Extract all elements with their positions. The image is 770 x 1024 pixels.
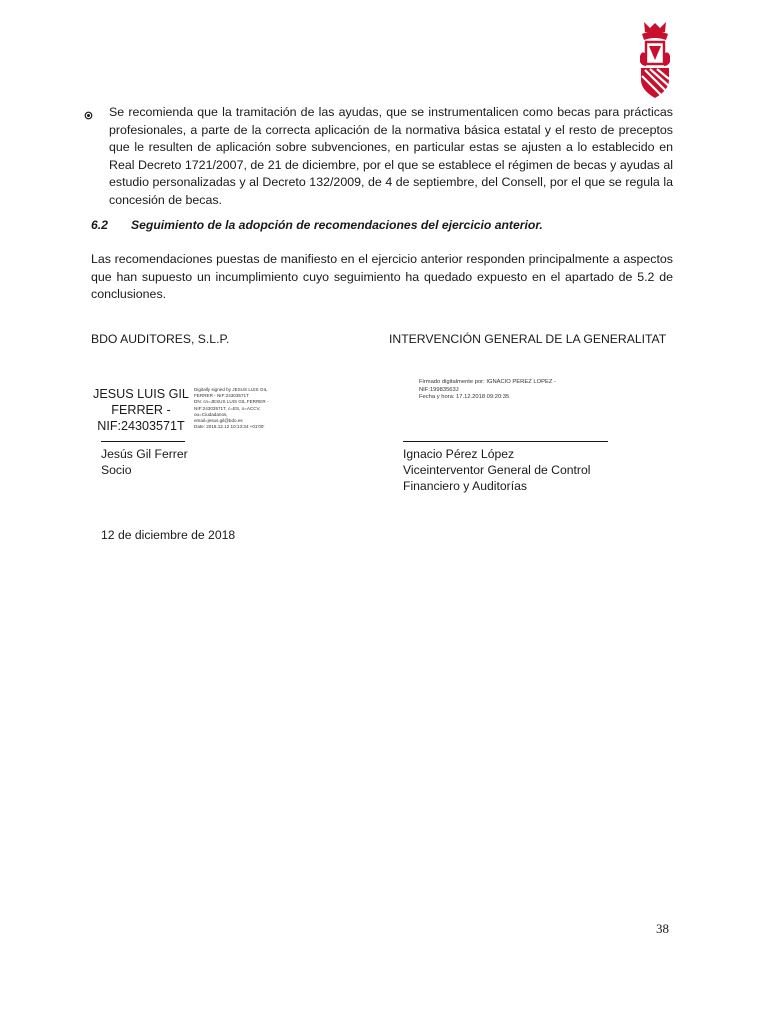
- left-signature-line: [101, 441, 185, 442]
- digital-detail-line: NIF:24303571T, c=ES, o=ACCV,: [194, 405, 261, 411]
- digital-detail-line: Date: 2018.12.12 10:13:34 +01'00': [194, 424, 265, 430]
- digital-signature-name: [91, 387, 191, 434]
- section-paragraph: Las recomendaciones puestas de manifiesto en el ejercicio anterior responden principalmente a aspectos que han supuesto un incumplimiento cuyo seguimiento ha quedado expuesto en el apartado de 5.2 de conclusiones.: [91, 252, 673, 302]
- stamp-line: Firmado digitalmente por: IGNACIO PEREZ LOPEZ -: [419, 379, 556, 385]
- digital-detail-line: Digitally signed by JESUS LUIS GIL: [194, 387, 268, 392]
- stamp-line: NIF:19983563J: [419, 386, 459, 393]
- signer-name: Jesús Gil Ferrer: [101, 447, 188, 461]
- right-signature-heading: INTERVENCIÓN GENERAL DE LA GENERALITAT: [389, 332, 667, 346]
- document-date: 12 de diciembre de 2018: [101, 528, 236, 542]
- signer-name: Ignacio Pérez López: [403, 447, 515, 461]
- digital-signature-details: [194, 387, 284, 430]
- digital-stamp: [419, 379, 599, 402]
- left-signature-heading: BDO AUDITORES, S.L.P.: [91, 332, 230, 346]
- digital-name-line: FERRER -: [111, 402, 171, 417]
- generalitat-valenciana-logo-icon: [638, 20, 672, 100]
- digital-detail-line: email=jesus.gil@bdo.es: [194, 418, 243, 424]
- right-signer: [403, 446, 590, 495]
- bullet-circle-icon: [84, 107, 93, 116]
- left-signer: [101, 446, 188, 478]
- digital-name-line: NIF:24303571T: [97, 418, 185, 433]
- digital-name-line: JESUS LUIS GIL: [93, 387, 189, 401]
- section-title: Seguimiento de la adopción de recomendaciones del ejercicio anterior.: [131, 218, 543, 232]
- digital-detail-line: ou=Ciudadanos,: [194, 411, 228, 417]
- page-number: 38: [656, 921, 669, 936]
- signer-role: Viceinterventor General de Control: [403, 463, 591, 478]
- right-signature-line: [403, 441, 608, 442]
- digital-detail-line: FERRER - NIF:24303571T: [194, 393, 249, 399]
- digital-detail-line: DN: cn=JESUS LUIS GIL FERRER -: [194, 399, 269, 405]
- recommendation-text: Se recomienda que la tramitación de las ayudas, que se instrumentalicen como becas para prácticas profesionales, a parte de la correcta aplicación de la normativa básica estatal y el resto de preceptos que le resulten de aplicación sobre subvenciones, en particular estas se ajusten a lo establecido en Real Decreto 1721/2007, de 21 de diciembre, por el que se establece el régimen de becas y ayudas al estudio personalizadas y al Decreto 132/2009, de 4 de septiembre, del Consell, por el que se regula la concesión de becas.: [109, 105, 673, 207]
- section-number: 6.2: [91, 218, 108, 232]
- generalitat-logo: [638, 20, 672, 100]
- signer-role-continued: Financiero y Auditorías: [403, 479, 527, 494]
- signer-role: Socio: [101, 463, 132, 478]
- stamp-line: Fecha y hora: 17.12.2018 09:20:35: [419, 394, 510, 401]
- section-heading: [91, 218, 543, 232]
